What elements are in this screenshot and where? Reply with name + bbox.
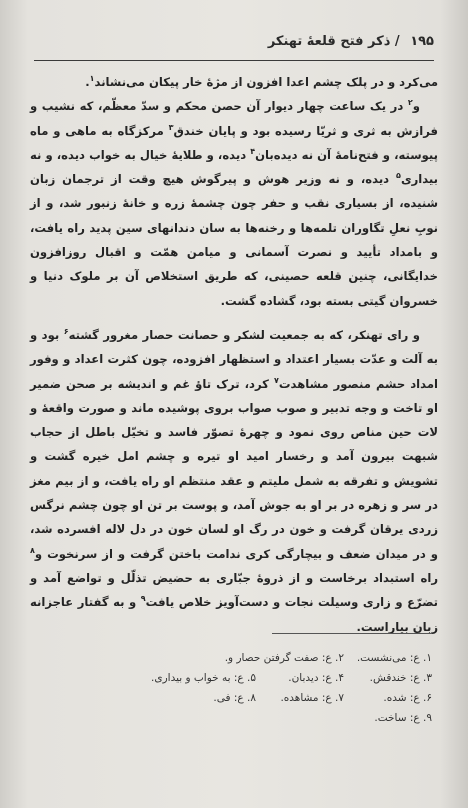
- footnote-marker: ۲: [407, 98, 413, 108]
- footnote-marker: ۱: [89, 74, 95, 84]
- paragraph: می‌کرد و در پلک چشم اعدا افزون از مژهٔ خار پیکان می‌نشاند$^۱$.: [85, 74, 438, 89]
- footnote: ۳. ع: خندقش.: [369, 672, 432, 684]
- footnote: ۷. ع: مشاهده.: [280, 692, 344, 704]
- footnote-marker: ۸: [30, 545, 35, 555]
- main-text: [30, 70, 438, 639]
- running-header: [34, 34, 434, 56]
- footnote: ۵. ع: به خواب و بیداری.: [151, 672, 256, 684]
- footnote: ۲. ع: صفت گرفتن حصار و.: [224, 652, 344, 664]
- footnote-marker: ۳: [168, 122, 174, 132]
- footnote: ۹. ع: ساخت.: [374, 712, 432, 724]
- footnote: ۱. ع: می‌نشست.: [356, 652, 432, 664]
- footnote-marker: ۴: [250, 147, 256, 157]
- footnote-marker: ۷: [273, 375, 279, 385]
- footnote-marker: ۵: [396, 171, 401, 181]
- footnote: ۴. ع: دیدبان.: [288, 672, 344, 684]
- running-title: / ذکر فتح قلعهٔ تهنکر: [267, 34, 400, 49]
- footnote: ۶. ع: شده.: [383, 692, 432, 704]
- footnotes: [151, 648, 432, 728]
- footnote-rule: [272, 633, 432, 634]
- header-rule: [34, 60, 434, 61]
- footnote: ۸. ع: فی.: [213, 692, 256, 704]
- page-number: ۱۹۵: [410, 34, 434, 49]
- footnote-marker: ۶: [63, 327, 69, 337]
- paragraph: و رای تهنکر، که به جمعیت لشکر و حصانت حصار مغرور گشته$^۶$ بود و به آلت و عدّت بسیار اعتداد و استظهار افزوده، چون کثرت اعداد و وفور امداد حشم منصور مشاهدت$^۷$ کرد، ترک تاؤ غم و اندیشه بر صحن ضمیر او تاخت و وجه تدبیر و صوب صواب بروی پوشیده ماند و صورت واقعهٔ و لات حین مناص روی نمود و چهرهٔ تصوّر فاسد و تخیّل باطل از حجاب شبهت بیرون آمد و رخسار امید او تیره و چشم امل خیره گشت و تشویش و تفرقه به شمل ملیتم و عقد منتظم او راه یافت، و از بیم مغز در سر و زهره در بر او به جوش آمد، و پوست بر تن او چون چشم نرگس زردی یرقان گرفت و خون در رگ او لسان خون در دل لاله افسرده شد، و در میدان ضعف و بیچارگی کری ندامت باختن گرفت و از سرنخوت و$^۸$ راه استبداد برخاست و از ذروهٔ جبّاری به حضیض تذلّل و تواضع آمد و تضرّع و زاری وسیلت نجات و دست‌آویز خلاص یافت$^۹$ و به گفتار عاجزانه زبان بیاراست.: [30, 327, 439, 634]
- paragraph: و$^۲$ در یک ساعت چهار دیوار آن حصن محکم و سدّ معظّم، که نشیب و فرازش به ثری و ثریّا رسیده بود و پایان خندق$^۳$ مرکزگاه به ماهی و ماه پیوسته، و فتح‌نامهٔ آن نه دیده‌بان$^۴$ دیده، و طلایهٔ خیال به خواب دیده، و نه بیداری$^۵$ دیده، و نه وزیر هوش و پیرگوش هیچ وقت از ترجمان زبان شنیده، از بسیاری نقب و حفر چون چشمهٔ زره و خانهٔ زنبور شد، و از نوبِ نعلِ تگاوران تلمه‌ها و رخنه‌ها به سان دندانهای سین پدید راه یافت، و بامداد تأیید و نصرت آسمانی و میامن همّت و اقبال روزافزون خدایگانی، چنین قلعه حصینی، که طریق استخلاص آن بر ملوک دنیا و خسروان گیتی بسته بود، گشاده گشت.: [30, 98, 439, 308]
- footnote-marker: ۹: [140, 594, 146, 604]
